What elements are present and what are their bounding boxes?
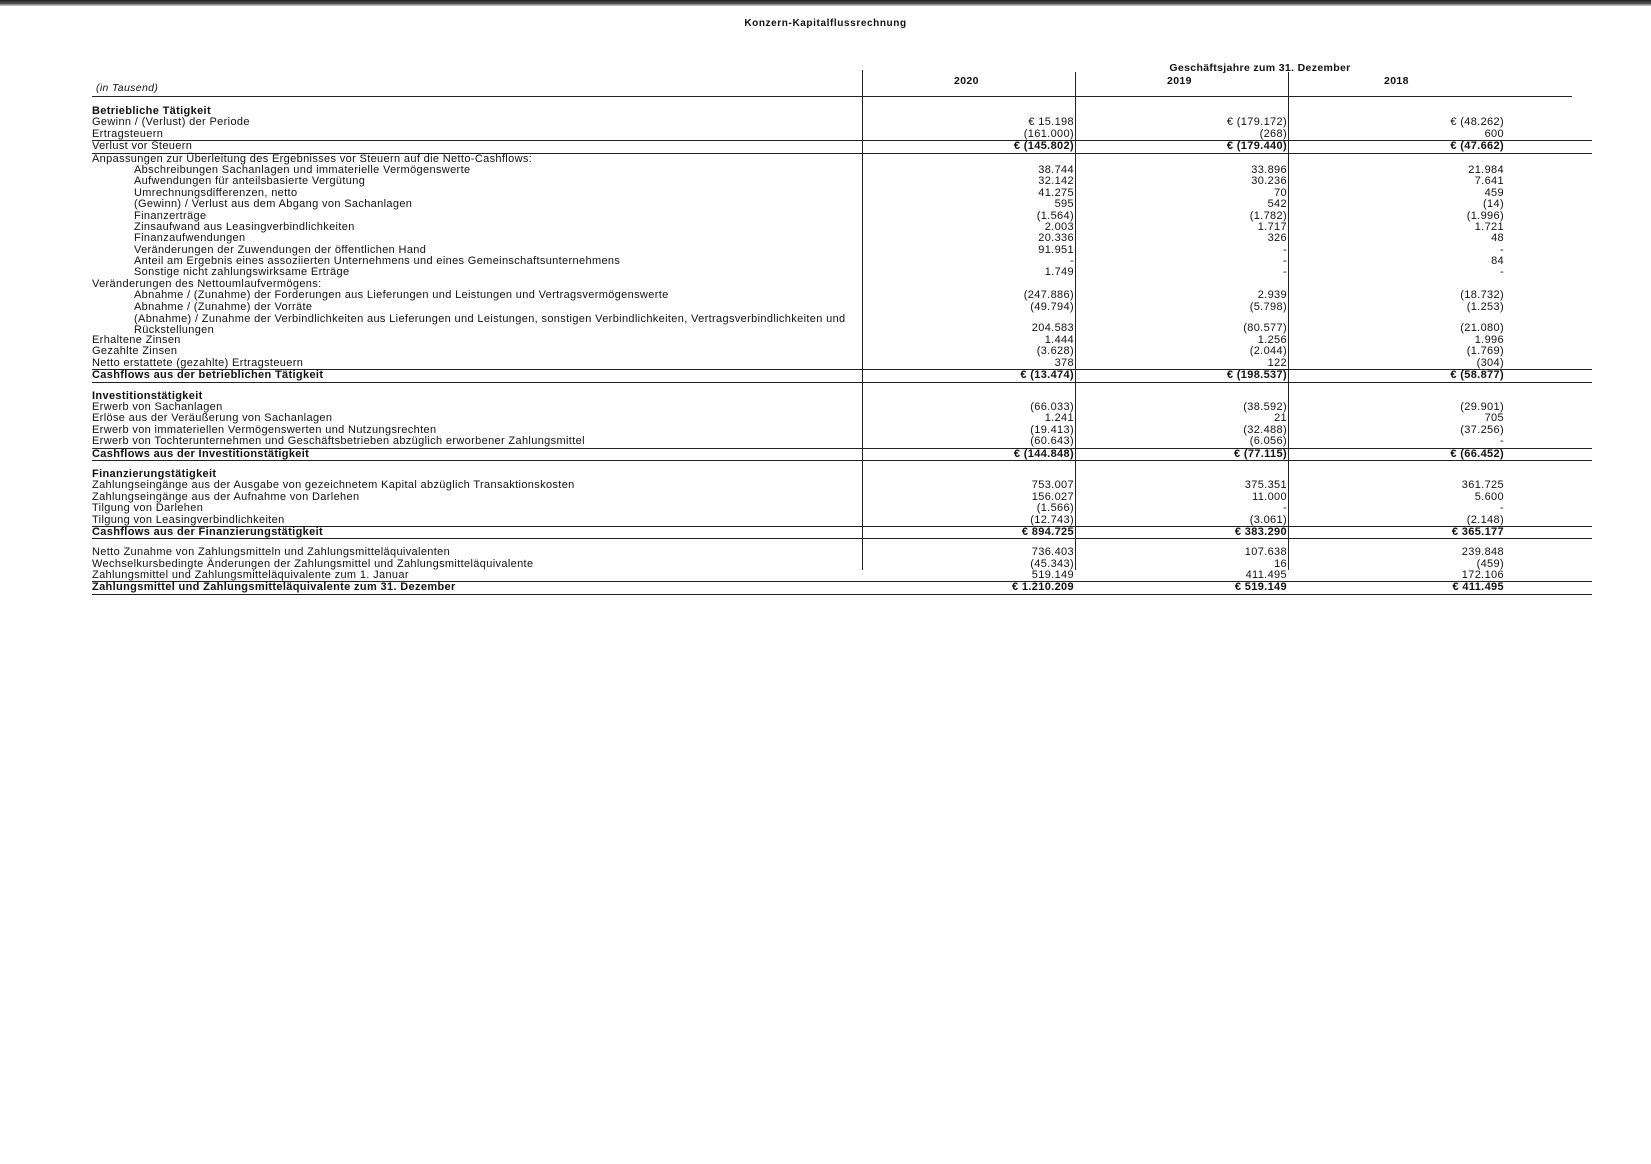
value-2020: (161.000) <box>1023 127 1074 140</box>
value-2020: 595 <box>1054 198 1074 211</box>
row-label: Finanzaufwendungen <box>134 232 246 245</box>
value-2020: 1.241 <box>1044 412 1074 425</box>
value-2018: - <box>1499 243 1504 256</box>
value-2020: 41.275 <box>1038 186 1074 199</box>
row-label: (Gewinn) / Verlust aus dem Abgang von Sachanlagen <box>134 198 413 211</box>
table-row <box>92 547 1592 558</box>
row-label: Betriebliche Tätigkeit <box>92 105 211 117</box>
row-label: Erwerb von Sachanlagen <box>92 400 223 413</box>
table-row <box>92 436 1592 447</box>
value-2018: (2.148) <box>1466 513 1504 526</box>
row-label: Zahlungseingänge aus der Aufnahme von Darlehen <box>92 490 360 503</box>
row-label: Zinsaufwand aus Leasingverbindlichkeiten <box>134 220 355 233</box>
row-label: Tilgung von Leasingverbindlichkeiten <box>92 513 285 526</box>
value-2018: 172.106 <box>1461 569 1504 582</box>
spacer <box>92 461 1592 469</box>
value-2019: 30.236 <box>1251 175 1287 188</box>
value-2020: (49.794) <box>1030 300 1074 313</box>
value-2019: € (179.440) <box>1226 140 1287 153</box>
statement-rows <box>92 106 1592 595</box>
row-label: Netto erstattete (gezahlte) Ertragsteuern <box>92 356 304 369</box>
table-row <box>92 335 1592 346</box>
value-2018: - <box>1499 502 1504 515</box>
row-label: Netto Zunahme von Zahlungsmitteln und Zahlungsmitteläquivalenten <box>92 546 451 559</box>
value-2019: - <box>1282 243 1287 256</box>
value-2020: - <box>1069 255 1074 268</box>
table-row <box>92 117 1592 128</box>
value-2019: 2.939 <box>1257 289 1287 302</box>
table-row <box>92 302 1592 313</box>
value-2020: (60.643) <box>1030 435 1074 448</box>
value-2020: € 894.725 <box>1021 525 1074 538</box>
value-2020: € (144.848) <box>1013 447 1074 460</box>
row-label: (Abnahme) / Zunahme der Verbindlichkeiten aus Lieferungen und Leistungen, sonstigen Verbindlichkeiten, Vertragsverbindlichkeiten und Rückstellungen <box>134 313 846 336</box>
value-2018: (21.080) <box>1460 322 1504 335</box>
value-2018: - <box>1499 266 1504 279</box>
section-header <box>92 106 1592 117</box>
row-label: Veränderungen der Zuwendungen der öffentlichen Hand <box>134 243 427 256</box>
row-label: Gezahlte Zinsen <box>92 345 178 358</box>
value-2020: € 1.210.209 <box>1012 581 1074 594</box>
value-2018: 361.725 <box>1461 479 1504 492</box>
total-row <box>92 448 1592 461</box>
value-2018: (304) <box>1476 356 1504 369</box>
row-label: Ertragsteuern <box>92 127 164 140</box>
value-2018: - <box>1499 435 1504 448</box>
value-2018: (1.253) <box>1466 300 1504 313</box>
value-2020: (45.343) <box>1030 557 1074 570</box>
value-2018: € (47.662) <box>1450 140 1504 153</box>
value-2018: 84 <box>1491 255 1504 268</box>
value-2018: 5.600 <box>1474 490 1504 503</box>
value-2018: € (58.877) <box>1450 369 1504 382</box>
value-2019: (6.056) <box>1249 435 1287 448</box>
row-label: Wechselkursbedingte Änderungen der Zahlungsmittel und Zahlungsmitteläquivalente <box>92 557 534 570</box>
scan-edge <box>0 0 1651 6</box>
table-row <box>92 140 1592 152</box>
period-caption: Geschäftsjahre zum 31. Dezember <box>1169 62 1351 74</box>
value-2019: € (198.537) <box>1226 369 1287 382</box>
value-2019: 1.717 <box>1257 220 1287 233</box>
value-2019: (5.798) <box>1249 300 1287 313</box>
value-2019: (38.592) <box>1243 400 1287 413</box>
value-2019: € 383.290 <box>1234 525 1287 538</box>
row-label: Aufwendungen für anteilsbasierte Vergütung <box>134 175 366 188</box>
row-label: Erlöse aus der Veräußerung von Sachanlagen <box>92 412 333 425</box>
table-row <box>92 570 1592 581</box>
value-2020: 38.744 <box>1038 163 1074 176</box>
row-label: Verlust vor Steuern <box>92 140 193 153</box>
value-2019: 33.896 <box>1251 163 1287 176</box>
value-2020: € (145.802) <box>1013 140 1074 153</box>
row-label: Veränderungen des Nettoumlaufvermögens: <box>92 277 322 290</box>
table-row <box>92 233 1592 244</box>
value-2020: 736.403 <box>1031 546 1074 559</box>
value-2019: 375.351 <box>1244 479 1287 492</box>
row-label: Gewinn / (Verlust) der Periode <box>92 116 250 129</box>
row-label: Sonstige nicht zahlungswirksame Erträge <box>134 266 350 279</box>
value-2018: (1.996) <box>1466 209 1504 222</box>
table-row <box>92 199 1592 210</box>
row-label: Investitionstätigkeit <box>92 389 203 402</box>
value-2018: € 411.495 <box>1452 581 1504 594</box>
total-row <box>92 581 1592 594</box>
value-2018: € 365.177 <box>1451 525 1504 538</box>
table-row <box>92 492 1592 503</box>
value-2020: € (13.474) <box>1020 369 1074 382</box>
value-2019: - <box>1282 502 1287 515</box>
value-2018: (37.256) <box>1460 423 1504 436</box>
row-label: Finanzerträge <box>134 209 207 222</box>
row-label: Cashflows aus der betrieblichen Tätigkeit <box>92 369 324 382</box>
table-row <box>92 503 1592 514</box>
year-header-2018: 2018 <box>1384 75 1409 87</box>
value-2020: 2.003 <box>1044 220 1074 233</box>
value-2018: 705 <box>1484 412 1504 425</box>
value-2020: 1.749 <box>1044 266 1074 279</box>
row-label: Erwerb von Tochterunternehmen und Geschäftsbetrieben abzüglich erworbener Zahlungsmittel <box>92 435 585 448</box>
table-row <box>92 515 1592 526</box>
row-label: Zahlungsmittel und Zahlungsmitteläquivalente zum 31. Dezember <box>92 581 456 594</box>
row-label: Abschreibungen Sachanlagen und immaterielle Vermögenswerte <box>134 163 471 176</box>
unit-note: (in Tausend) <box>96 82 159 94</box>
value-2020: 1.444 <box>1044 334 1074 347</box>
value-2019: (32.488) <box>1243 423 1287 436</box>
total-row <box>92 526 1592 539</box>
value-2018: 7.641 <box>1474 175 1504 188</box>
value-2020: 753.007 <box>1031 479 1074 492</box>
row-label: Zahlungsmittel und Zahlungsmitteläquivalente zum 1. Januar <box>92 569 409 582</box>
table-row <box>92 358 1592 369</box>
value-2019: 542 <box>1267 198 1287 211</box>
value-2020: (247.886) <box>1023 289 1074 302</box>
value-2018: (459) <box>1476 557 1504 570</box>
header-rule <box>92 96 1572 97</box>
table-row <box>92 480 1592 491</box>
value-2019: € 519.149 <box>1234 581 1287 594</box>
value-2019: (1.782) <box>1249 209 1287 222</box>
row-label: Erhaltene Zinsen <box>92 334 181 347</box>
value-2019: - <box>1282 255 1287 268</box>
value-2019: € (179.172) <box>1226 116 1287 129</box>
value-2019: € (77.115) <box>1233 447 1287 460</box>
table-row <box>92 222 1592 233</box>
value-2020: (1.564) <box>1036 209 1074 222</box>
value-2019: (80.577) <box>1243 322 1287 335</box>
value-2020: 519.149 <box>1031 569 1074 582</box>
value-2019: 326 <box>1267 232 1287 245</box>
table-row <box>92 290 1592 301</box>
value-2020: (1.566) <box>1036 502 1074 515</box>
value-2019: 411.495 <box>1245 569 1287 582</box>
value-2019: 122 <box>1267 356 1287 369</box>
value-2018: (29.901) <box>1460 400 1504 413</box>
value-2020: 91.951 <box>1038 243 1074 256</box>
value-2018: 1.721 <box>1474 220 1504 233</box>
value-2019: (268) <box>1259 127 1287 140</box>
value-2019: (3.061) <box>1249 513 1287 526</box>
value-2018: € (66.452) <box>1450 447 1504 460</box>
value-2019: 16 <box>1274 557 1287 570</box>
value-2018: € (48.262) <box>1450 116 1504 129</box>
table-row <box>92 346 1592 357</box>
row-label: Cashflows aus der Finanzierungstätigkeit <box>92 525 323 538</box>
value-2019: 1.256 <box>1257 334 1287 347</box>
value-2018: (18.732) <box>1460 289 1504 302</box>
value-2020: 32.142 <box>1038 175 1074 188</box>
row-label: Anpassungen zur Überleitung des Ergebnisses vor Steuern auf die Netto-Cashflows: <box>92 152 533 165</box>
value-2018: 600 <box>1484 127 1504 140</box>
row-label: Tilgung von Darlehen <box>92 502 204 515</box>
value-2018: 459 <box>1484 186 1504 199</box>
value-2018: 21.984 <box>1468 163 1504 176</box>
value-2018: (14) <box>1483 198 1504 211</box>
value-2018: (1.769) <box>1466 345 1504 358</box>
value-2018: 1.996 <box>1474 334 1504 347</box>
row-label: Abnahme / (Zunahme) der Vorräte <box>134 300 313 313</box>
value-2019: 11.000 <box>1252 490 1287 503</box>
year-header-2019: 2019 <box>1167 75 1192 87</box>
value-2020: € 15.198 <box>1028 116 1074 129</box>
row-label: Erwerb von immateriellen Vermögenswerten und Nutzungsrechten <box>92 423 437 436</box>
value-2019: - <box>1282 266 1287 279</box>
value-2020: (19.413) <box>1030 423 1074 436</box>
value-2020: 378 <box>1054 356 1074 369</box>
table-row <box>92 129 1592 140</box>
row-label: Abnahme / (Zunahme) der Forderungen aus Lieferungen und Leistungen und Vertragsvermögenswerte <box>134 289 669 302</box>
total-row <box>92 369 1592 382</box>
value-2020: (66.033) <box>1030 400 1074 413</box>
value-2020: (12.743) <box>1030 513 1074 526</box>
row-label: Zahlungseingänge aus der Ausgabe von gezeichnetem Kapital abzüglich Transaktionskosten <box>92 479 575 492</box>
year-header-2020: 2020 <box>954 75 979 87</box>
value-2018: 48 <box>1491 232 1504 245</box>
row-label: Anteil am Ergebnis eines assoziierten Unternehmens und eines Gemeinschaftsunternehmens <box>134 255 621 268</box>
value-2019: 107.638 <box>1244 546 1287 559</box>
row-label: Cashflows aus der Investitionstätigkeit <box>92 447 310 460</box>
table-row <box>92 176 1592 187</box>
section-header <box>92 391 1592 402</box>
value-2020: (3.628) <box>1036 345 1074 358</box>
value-2019: (2.044) <box>1249 345 1287 358</box>
table-row <box>92 313 1592 335</box>
document-title: Konzern-Kapitalflussrechnung <box>744 18 907 29</box>
value-2020: 20.336 <box>1038 232 1074 245</box>
value-2020: 204.583 <box>1031 322 1074 335</box>
value-2020: 156.027 <box>1031 490 1074 503</box>
row-label: Finanzierungstätigkeit <box>92 467 217 480</box>
value-2019: 21 <box>1274 412 1287 425</box>
spacer <box>92 383 1592 391</box>
value-2018: 239.848 <box>1461 546 1504 559</box>
value-2019: 70 <box>1274 186 1287 199</box>
row-label: Umrechnungsdifferenzen, netto <box>134 186 298 199</box>
